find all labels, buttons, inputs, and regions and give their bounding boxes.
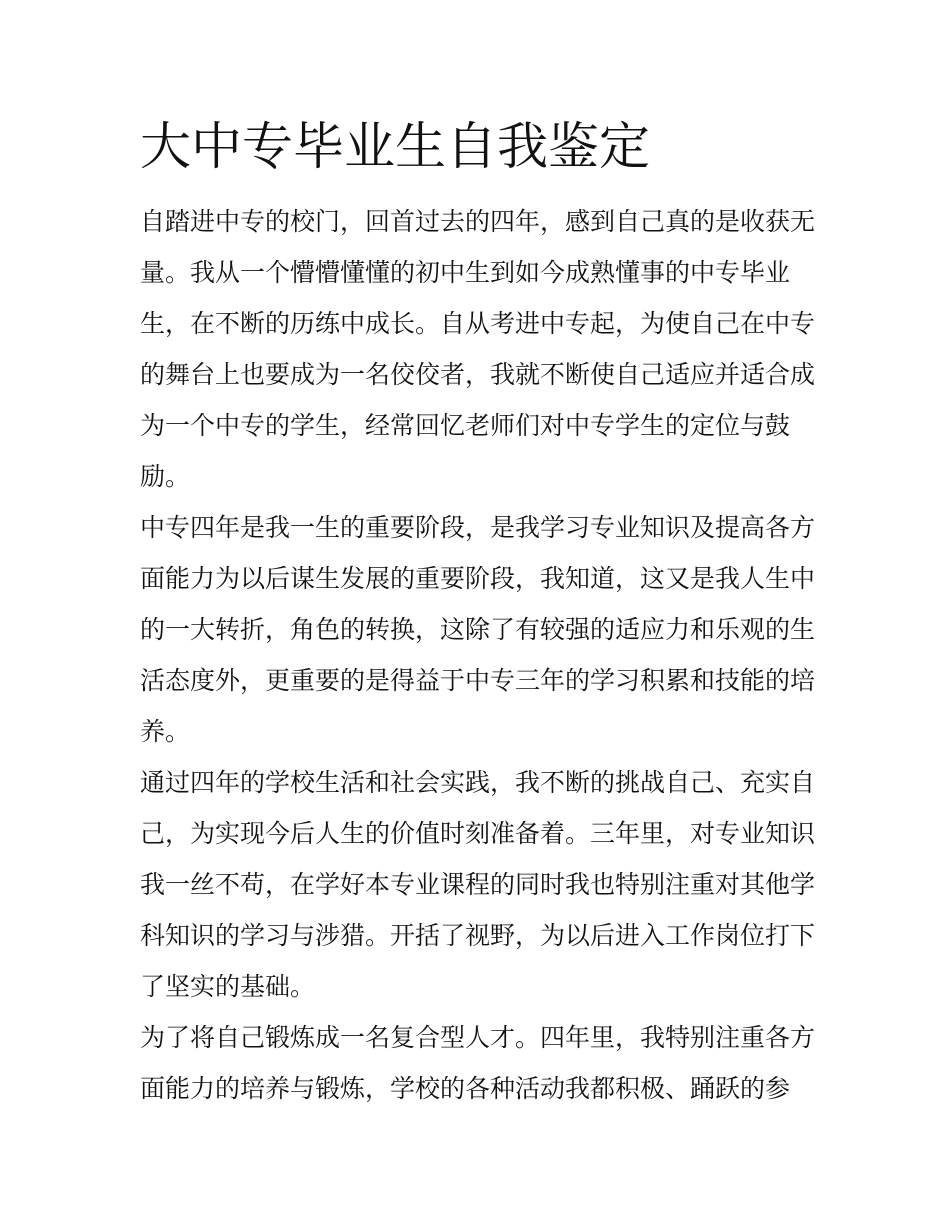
text-line: 通过四年的学校生活和社会实践，我不断的挑战自己、充实自 — [140, 768, 816, 797]
text-line: 为了将自己锻炼成一名复合型人才。四年里，我特别注重各方 — [140, 1023, 816, 1052]
text-line: 我一丝不苟，在学好本专业课程的同时我也特别注重对其他学 — [140, 870, 816, 899]
text-line: 量。我从一个懵懵懂懂的初中生到如今成熟懂事的中专毕业 — [140, 258, 791, 287]
text-line: 的舞台上也要成为一名佼佼者，我就不断使自己适应并适合成 — [140, 360, 816, 389]
text-line: 面能力的培养与锻炼，学校的各种活动我都积极、踊跃的参 — [140, 1074, 791, 1103]
paragraph-2 — [140, 502, 820, 757]
paragraph-3 — [140, 757, 820, 1012]
document-body — [140, 196, 820, 1114]
paragraph-1 — [140, 196, 820, 502]
text-line: 自踏进中专的校门，回首过去的四年，感到自己真的是收获无 — [140, 207, 816, 236]
text-line: 养。 — [140, 717, 191, 746]
text-line: 的一大转折，角色的转换，这除了有较强的适应力和乐观的生 — [140, 615, 816, 644]
text-line: 了坚实的基础。 — [140, 972, 316, 1001]
text-line: 面能力为以后谋生发展的重要阶段，我知道，这又是我人生中 — [140, 564, 816, 593]
text-line: 活态度外，更重要的是得益于中专三年的学习积累和技能的培 — [140, 666, 816, 695]
document-title: 大中专毕业生自我鉴定 — [140, 118, 651, 177]
text-line: 生，在不断的历练中成长。自从考进中专起，为使自己在中专 — [140, 309, 816, 338]
text-line: 中专四年是我一生的重要阶段，是我学习专业知识及提高各方 — [140, 513, 816, 542]
text-line: 己，为实现今后人生的价值时刻准备着。三年里，对专业知识 — [140, 819, 816, 848]
text-line: 励。 — [140, 462, 191, 491]
text-line: 为一个中专的学生，经常回忆老师们对中专学生的定位与鼓 — [140, 411, 791, 440]
text-line: 科知识的学习与涉猎。开括了视野，为以后进入工作岗位打下 — [140, 921, 816, 950]
paragraph-4 — [140, 1012, 820, 1114]
